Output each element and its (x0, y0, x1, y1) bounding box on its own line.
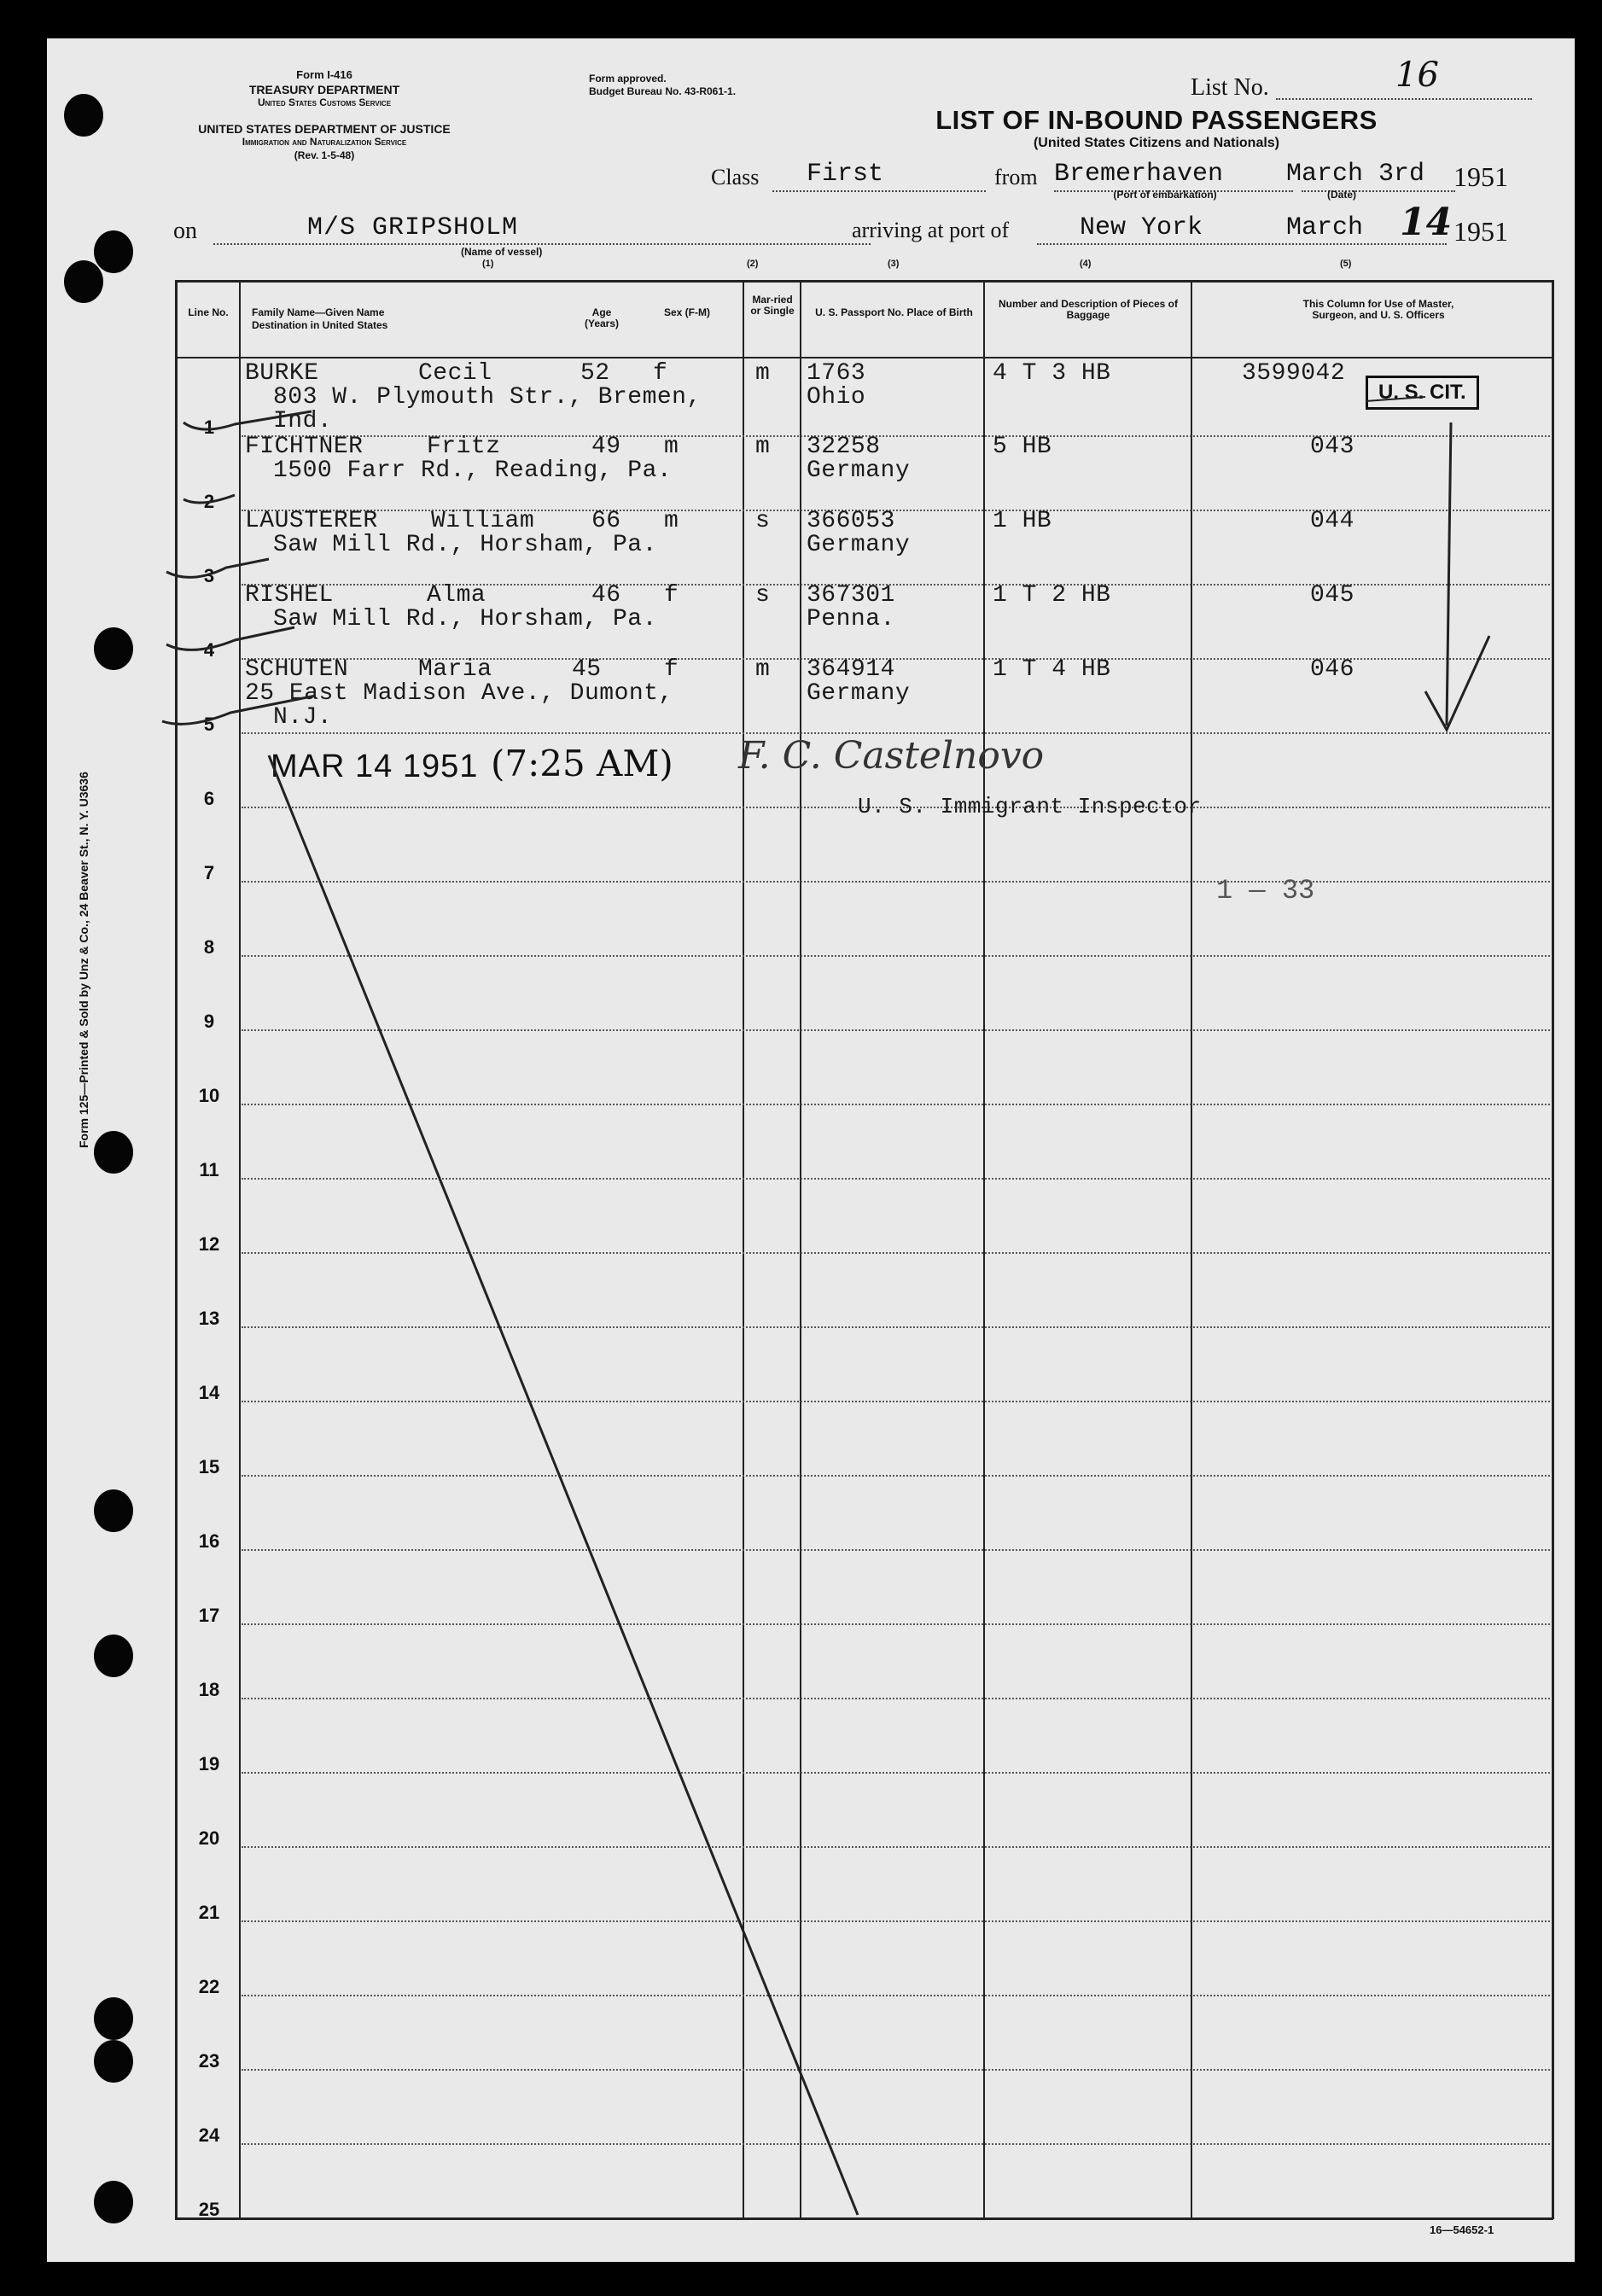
vessel-caption: (Name of vessel) (461, 246, 543, 258)
ins-service: Immigration and Naturalization Service (242, 136, 407, 148)
vessel-name: M/S GRIPSHOLM (307, 213, 519, 242)
birthplace: Penna. (807, 606, 895, 632)
marital-status: m (755, 360, 771, 387)
destination-address-cont: Ind. (273, 408, 333, 434)
header-line-no: Line No. (188, 306, 229, 318)
age: 45 (572, 656, 602, 683)
col-ref-1: (1) (482, 259, 494, 269)
count-note: 1 — 33 (1216, 875, 1315, 906)
birthplace: Germany (807, 532, 911, 558)
line-number: 18 (198, 1679, 220, 1700)
line-number: 21 (198, 1902, 220, 1923)
line-number: 19 (198, 1753, 220, 1774)
line-number: 1 (203, 417, 215, 438)
family-name: FICHTNER (245, 434, 364, 460)
line-number: 23 (198, 2050, 220, 2072)
sex: m (664, 508, 679, 534)
marital-status: s (755, 582, 771, 609)
arrival-month: March (1286, 213, 1364, 242)
customs-service: United States Customs Service (257, 96, 392, 108)
marital-status: m (755, 656, 771, 683)
list-no-value: 16 (1395, 55, 1439, 95)
destination-address: 25 East Madison Ave., Dumont, (245, 680, 673, 707)
destination-address: Saw Mill Rd., Horsham, Pa. (273, 606, 657, 632)
sex: f (664, 656, 679, 683)
birthplace: Germany (807, 457, 911, 484)
header-sex: Sex (F-M) (664, 306, 710, 318)
family-name: BURKE (245, 360, 319, 387)
line-number: 3 (203, 565, 215, 586)
officer-number: 043 (1310, 434, 1354, 460)
header-destination: Destination in United States (252, 319, 388, 331)
birthplace: Germany (807, 680, 911, 707)
officer-number: 044 (1310, 508, 1354, 534)
on-label: on (173, 218, 197, 244)
destination-address: 803 W. Plymouth Str., Bremen, (273, 384, 702, 411)
list-title: LIST OF IN-BOUND PASSENGERS (935, 105, 1378, 135)
line-number: 5 (203, 714, 215, 735)
header-married: Mar-ried or Single (750, 294, 795, 317)
baggage: 1 HB (993, 508, 1052, 534)
destination-address-cont: N.J. (273, 704, 333, 731)
line-number: 14 (198, 1382, 220, 1403)
line-number: 6 (203, 788, 215, 809)
header-name: Family Name—Given Name (252, 306, 385, 318)
given-name: Fritz (427, 434, 501, 460)
sex: f (653, 360, 668, 387)
passenger-list-page (47, 38, 1575, 2262)
marital-status: s (755, 508, 771, 534)
passport-no: 32258 (807, 434, 881, 460)
arrival-day: 14 (1400, 201, 1453, 244)
family-name: RISHEL (245, 582, 334, 609)
destination-address: Saw Mill Rd., Horsham, Pa. (273, 532, 657, 558)
form-number: Form I-416 (296, 68, 352, 81)
sex: f (664, 582, 679, 609)
budget-bureau: Budget Bureau No. 43-R061-1. (589, 85, 737, 97)
age: 52 (580, 360, 610, 387)
marital-status: m (755, 434, 771, 460)
col-ref-2: (2) (747, 259, 759, 269)
passport-no: 366053 (807, 508, 895, 534)
justice-dept: UNITED STATES DEPARTMENT OF JUSTICE (198, 122, 451, 136)
destination-address: 1500 Farr Rd., Reading, Pa. (273, 457, 673, 484)
line-number: 22 (198, 1976, 220, 1997)
revision-date: (Rev. 1-5-48) (294, 149, 355, 161)
form-approved: Form approved. (589, 73, 667, 84)
birthplace: Ohio (807, 384, 866, 411)
col-ref-5: (5) (1340, 259, 1352, 269)
baggage: 1 T 4 HB (993, 656, 1111, 683)
age: 66 (591, 508, 621, 534)
line-number: 25 (198, 2199, 220, 2220)
passport-no: 367301 (807, 582, 895, 609)
line-number: 12 (198, 1233, 220, 1255)
officer-number: 046 (1310, 656, 1354, 683)
departure-date: March 3rd (1286, 160, 1425, 189)
line-number: 4 (203, 639, 215, 661)
col-ref-3: (3) (888, 259, 900, 269)
line-number: 15 (198, 1456, 220, 1477)
age: 49 (591, 434, 621, 460)
line-number: 10 (198, 1085, 220, 1106)
arrival-port: New York (1080, 213, 1203, 242)
family-name: LAUSTERER (245, 508, 378, 534)
line-number: 20 (198, 1827, 220, 1849)
line-number: 9 (203, 1011, 215, 1032)
given-name: Cecil (418, 360, 492, 387)
arrival-date-stamp: MAR 14 1951 (271, 749, 479, 784)
given-name: Alma (427, 582, 486, 609)
given-name: William (431, 508, 535, 534)
list-subtitle: (United States Citizens and Nationals) (1033, 136, 1280, 150)
from-label: from (994, 165, 1038, 189)
header-baggage: Number and Description of Pieces of Baggage (998, 298, 1179, 321)
inspector-title: U. S. Immigrant Inspector (858, 794, 1202, 819)
port-embarkation: Bremerhaven (1054, 160, 1224, 189)
list-no-label: List No. (1191, 74, 1269, 101)
class-value: First (807, 160, 884, 189)
age: 46 (591, 582, 621, 609)
inspector-signature: F. C. Castelnovo (738, 734, 1045, 778)
line-number: 2 (203, 491, 215, 512)
us-citizen-stamp: U. S. CIT. (1366, 376, 1479, 410)
header-passport: U. S. Passport No. Place of Birth (815, 306, 973, 318)
arrival-time-note: (7:25 AM) (491, 743, 673, 784)
print-code: 16—54652-1 (1430, 2223, 1494, 2236)
col-ref-4: (4) (1080, 259, 1092, 269)
given-name: Maria (418, 656, 492, 683)
class-label: Class (711, 165, 760, 189)
officer-number: 045 (1310, 582, 1354, 609)
line-number: 17 (198, 1605, 220, 1626)
handwritten-marks (47, 38, 1575, 2262)
baggage: 1 T 2 HB (993, 582, 1111, 609)
departure-year: 1951 (1453, 161, 1508, 192)
treasury-dept: TREASURY DEPARTMENT (248, 83, 400, 96)
header-officers: This Column for Use of Master, Surgeon, and U. S. Officers (1302, 298, 1454, 321)
arriving-label: arriving at port of (852, 218, 1010, 242)
line-number: 11 (199, 1159, 219, 1180)
baggage: 5 HB (993, 434, 1052, 460)
header-age: Age (Years) (584, 306, 620, 329)
port-embarkation-caption: (Port of embarkation) (1113, 189, 1217, 201)
line-number: 24 (198, 2124, 220, 2146)
line-number: 7 (203, 862, 215, 883)
line-number: 8 (203, 936, 215, 958)
side-imprint: Form 125—Printed & Sold by Unz & Co., 24 Beaver St., N. Y. U3636 (77, 772, 90, 1148)
line-number: 13 (198, 1308, 220, 1329)
passport-no: 1763 (807, 360, 866, 387)
line-number: 16 (198, 1530, 220, 1552)
passport-no: 364914 (807, 656, 895, 683)
arrival-year: 1951 (1453, 216, 1508, 247)
officer-number: 3599042 (1242, 360, 1346, 387)
baggage: 4 T 3 HB (993, 360, 1111, 387)
date-caption: (Date) (1327, 189, 1357, 201)
family-name: SCHUTEN (245, 656, 349, 683)
sex: m (664, 434, 679, 460)
